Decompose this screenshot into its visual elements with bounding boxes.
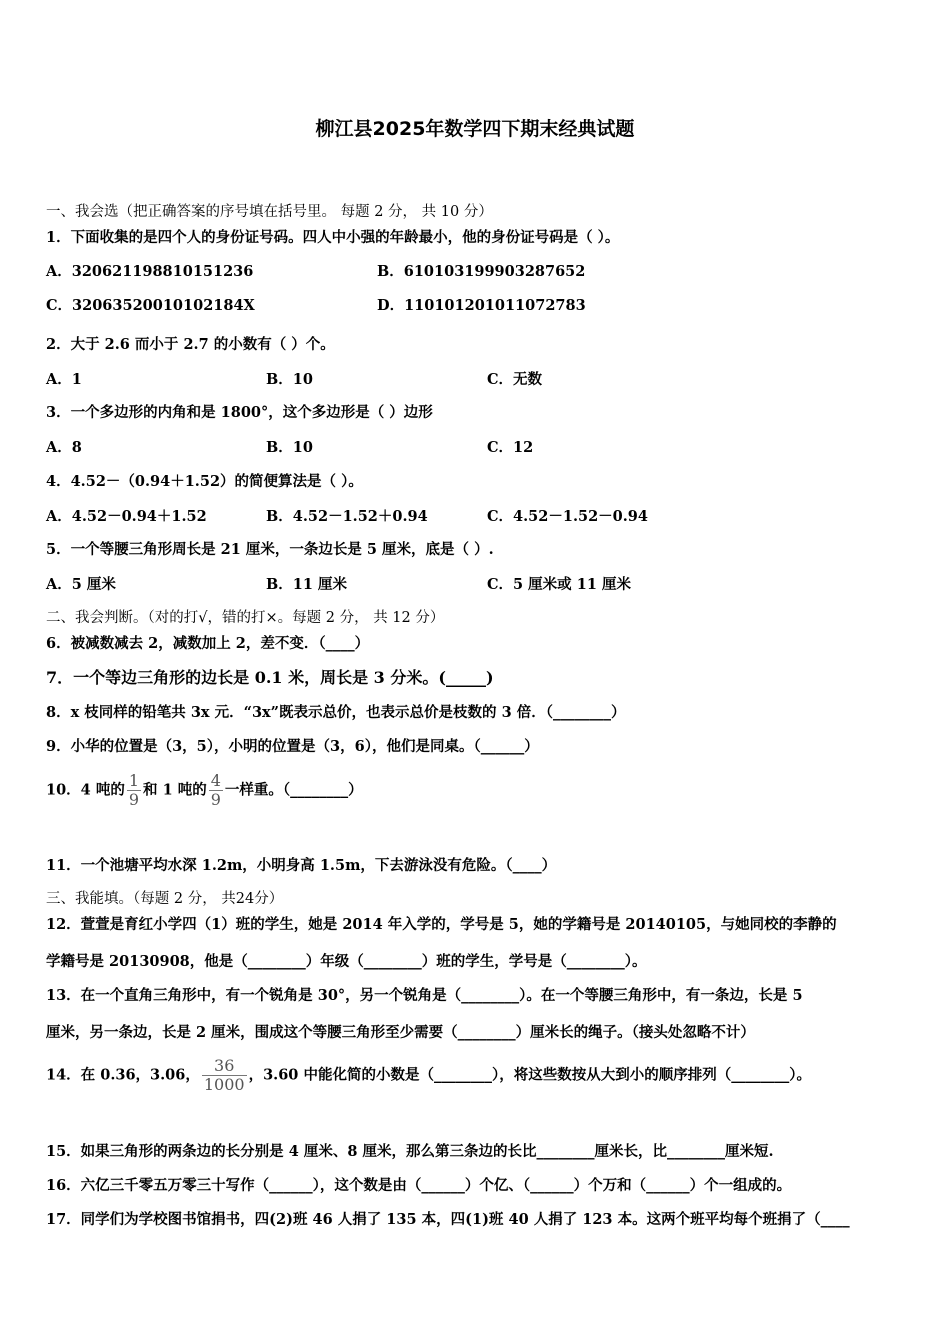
q5-option-b: B．11 厘米: [266, 576, 347, 593]
q10-fraction-2-denominator: 9: [210, 790, 221, 809]
q14-fraction-numerator: 36: [202, 1057, 247, 1076]
question-3: 3．一个多边形的内角和是 1800°，这个多边形是（ ）边形: [46, 404, 433, 421]
question-11: 11．一个池塘平均水深 1.2m，小明身高 1.5m，下去游泳没有危险。（____）: [46, 857, 557, 874]
q14-fraction-denominator: 1000: [203, 1075, 245, 1094]
question-15: 15．如果三角形的两条边的长分别是 4 厘米、8 厘米，那么第三条边的长比________厘米长，比________厘米短.: [46, 1143, 774, 1160]
q1-option-c: C．32063520010102184X: [46, 297, 255, 314]
q14-text-2: ，3.60 中能化简的小数是（________），将这些数按从大到小的顺序排列（________）。: [248, 1066, 811, 1084]
q1-option-d: D．110101201011072783: [377, 297, 586, 314]
question-1: 1．下面收集的是四个人的身份证号码。四人中小强的年龄最小，他的身份证号码是（ ）。: [46, 229, 620, 246]
question-8: 8．x 枝同样的铅笔共 3x 元．“3x”既表示总价，也表示总价是枝数的 3 倍．（________）: [46, 704, 626, 721]
page-title: 柳江县2025年数学四下期末经典试题: [315, 118, 635, 140]
q4-option-c: C．4.52－1.52－0.94: [487, 508, 648, 525]
q10-text-1: 10．4 吨的: [46, 781, 125, 799]
q10-fraction-1: [127, 772, 141, 809]
question-16: 16．六亿三千零五万零三十写作（______），这个数是由（______）个亿、（______）个万和（______）个一组成的。: [46, 1177, 792, 1194]
question-7: 7．一个等边三角形的边长是 0.1 米，周长是 3 分米。(_____): [46, 668, 494, 687]
question-2: 2．大于 2.6 而小于 2.7 的小数有（ ）个。: [46, 336, 335, 353]
q10-fraction-2: [209, 772, 223, 809]
q10-fraction-1-numerator: 1: [128, 771, 140, 790]
section-1-heading: 一、我会选（把正确答案的序号填在括号里。 每题 2 分， 共 10 分）: [46, 204, 493, 220]
q10-fraction-2-numerator: 4: [210, 771, 221, 790]
q2-option-b: B．10: [266, 371, 313, 388]
question-9: 9．小华的位置是（3，5），小明的位置是（3，6），他们是同桌。（______）: [46, 738, 539, 755]
section-2-heading: 二、我会判断。（对的打√，错的打×。每题 2 分， 共 12 分）: [46, 610, 445, 626]
question-13-line-2: 厘米，另一条边，长是 2 厘米，围成这个等腰三角形至少需要（________）厘米长的绳子。（接头处忽略不计）: [46, 1024, 755, 1041]
section-3-heading: 三、我能填。（每题 2 分， 共24分）: [46, 891, 284, 907]
question-10: [46, 772, 363, 809]
q3-option-c: C．12: [487, 439, 534, 456]
q5-option-c: C．5 厘米或 11 厘米: [487, 576, 631, 593]
q2-option-c: C．无数: [487, 371, 543, 388]
q10-text-2: 和 1 吨的: [143, 781, 207, 799]
q14-fraction: [202, 1057, 247, 1094]
q4-option-b: B．4.52－1.52＋0.94: [266, 508, 428, 525]
question-17: 17．同学们为学校图书馆捐书，四(2)班 46 人捐了 135 本，四(1)班 40 人捐了 123 本。这两个班平均每个班捐了（____: [46, 1211, 850, 1228]
q14-text-1: 14．在 0.36，3.06，: [46, 1066, 200, 1084]
q2-option-a: A．1: [46, 371, 82, 388]
q3-option-b: B．10: [266, 439, 313, 456]
q1-option-a: A．320621198810151236: [46, 263, 254, 280]
question-12-line-1: 12．萱萱是育红小学四（1）班的学生，她是 2014 年入学的，学号是 5，她的学籍号是 20140105，与她同校的李静的: [46, 916, 837, 933]
question-12-line-2: 学籍号是 20130908，他是（________）年级（________）班的学生，学号是（________）。: [46, 953, 647, 970]
question-13-line-1: 13．在一个直角三角形中，有一个锐角是 30°，另一个锐角是（________）。在一个等腰三角形中，有一条边，长是 5: [46, 987, 803, 1004]
question-5: 5．一个等腰三角形周长是 21 厘米，一条边长是 5 厘米，底是（ ）.: [46, 541, 494, 558]
q5-option-a: A．5 厘米: [46, 576, 116, 593]
question-4: 4．4.52－（0.94＋1.52）的简便算法是（ ）。: [46, 473, 363, 490]
q10-fraction-1-denominator: 9: [128, 790, 140, 809]
question-14: [46, 1057, 811, 1094]
q4-option-a: A．4.52－0.94＋1.52: [46, 508, 207, 525]
q1-option-b: B．610103199903287652: [377, 263, 586, 280]
question-6: 6．被减数减去 2，减数加上 2，差不变．（____）: [46, 635, 370, 652]
q3-option-a: A．8: [46, 439, 82, 456]
q10-text-3: 一样重。（________）: [224, 781, 363, 799]
